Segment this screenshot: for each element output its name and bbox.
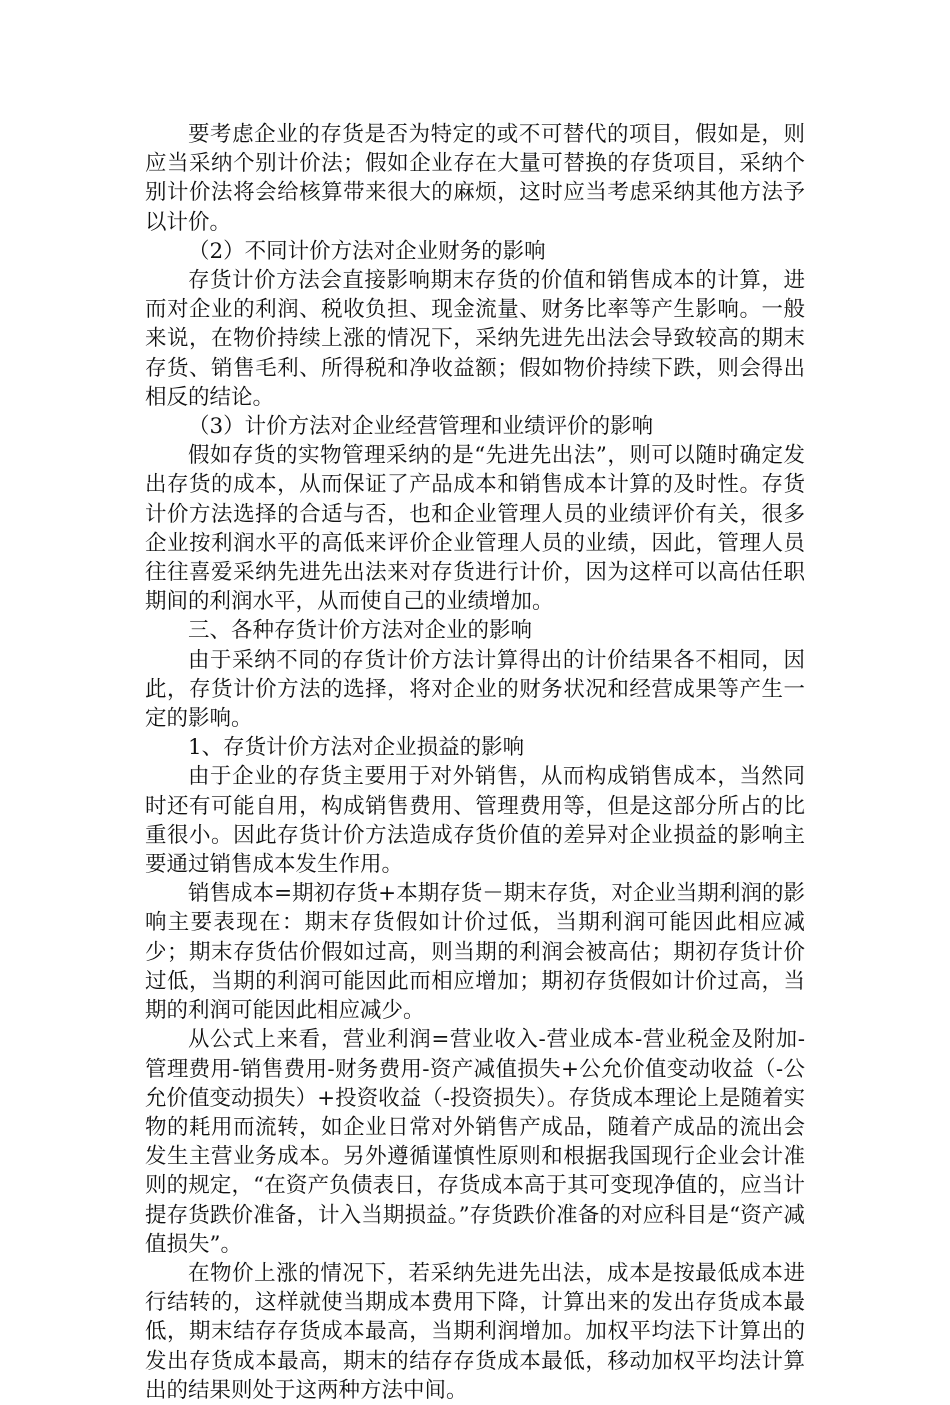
paragraph-operating-profit-formula: 从公式上来看，营业利润=营业收入-营业成本-营业税金及附加-管理费用-销售费用-财务费用-资产减值损失+公允价值变动收益（-公允价值变动损失）+投资收益（-投资损失）。存货成本理论上是随着实物的耗用而流转，如企业日常对外销售产成品，随着产成品的流出会发生主营业务成本。另外遵循谨慎性原则和根据我国现行企业会计准则的规定，“在资产负债表日，存货成本高于其可变现净值的，应当计提存货跌价准备，计入当期损益。”存货跌价准备的对应科目是“资产减值损失”。: [145, 1027, 805, 1257]
paragraph-sales-cost: 由于企业的存货主要用于对外销售，从而构成销售成本，当然同时还有可能自用，构成销售费用、管理费用等，但是这部分所占的比重很小。因此存货计价方法造成存货价值的差异对企业损益的影响主要通过销售成本发生作用。: [145, 764, 805, 878]
document-body: [145, 120, 805, 1405]
heading-profit-loss-impact: 1、存货计价方法对企业损益的影响: [188, 735, 525, 761]
paragraph-rising-prices: 在物价上涨的情况下，若采纳先进先出法，成本是按最低成本进行结转的，这样就使当期成本费用下降，计算出来的发出存货成本最低，期末结存存货成本最高，当期利润增加。加权平均法下计算出的发出存货成本最高，期末的结存存货成本最低，移动加权平均法计算出的结果则处于这两种方法中间。: [145, 1260, 805, 1403]
heading-pricing-method-financial-impact: （2）不同计价方法对企业财务的影响: [188, 238, 546, 264]
paragraph-sales-cost-formula: 销售成本=期初存货+本期存货－期末存货，对企业当期利润的影响主要表现在：期末存货假如计价过低，当期利润可能因此相应减少；期末存货估价假如过高，则当期的利润会被高估；期初存货计价过低，当期的利润可能因此而相应增加；期初存货假如计价过高，当期的利润可能因此相应减少。: [145, 881, 805, 1024]
paragraph-individual-pricing: 要考虑企业的存货是否为特定的或不可替代的项目，假如是，则应当采纳个别计价法；假如企业存在大量可替换的存货项目，采纳个别计价法将会给核算带来很大的麻烦，这时应当考虑采纳其他方法予以计价。: [145, 122, 805, 235]
paragraph-financial-impact: 存货计价方法会直接影响期末存货的价值和销售成本的计算，进而对企业的利润、税收负担、现金流量、财务比率等产生影响。一般来说，在物价持续上涨的情况下，采纳先进先出法会导致较高的期末存货、销售毛利、所得税和净收益额；假如物价持续下跌，则会得出相反的结论。: [145, 268, 805, 410]
heading-section-three: 三、各种存货计价方法对企业的影响: [188, 618, 533, 644]
paragraph-management-performance: 假如存货的实物管理采纳的是“先进先出法”，则可以随时确定发出存货的成本，从而保证了产品成本和销售成本计算的及时性。存货计价方法选择的合适与否，也和企业管理人员的业绩评价有关，很多企业按利润水平的高低来评价企业管理人员的业绩，因此，管理人员往往喜爱采纳先进先出法来对存货进行计价，因为这样可以高估任职期间的利润水平，从而使自己的业绩增加。: [145, 443, 805, 615]
paragraph-section-three-intro: 由于采纳不同的存货计价方法计算得出的计价结果各不相同，因此，存货计价方法的选择，将对企业的财务状况和经营成果等产生一定的影响。: [145, 647, 805, 732]
heading-management-performance-impact: （3）计价方法对企业经营管理和业绩评价的影响: [188, 414, 654, 440]
